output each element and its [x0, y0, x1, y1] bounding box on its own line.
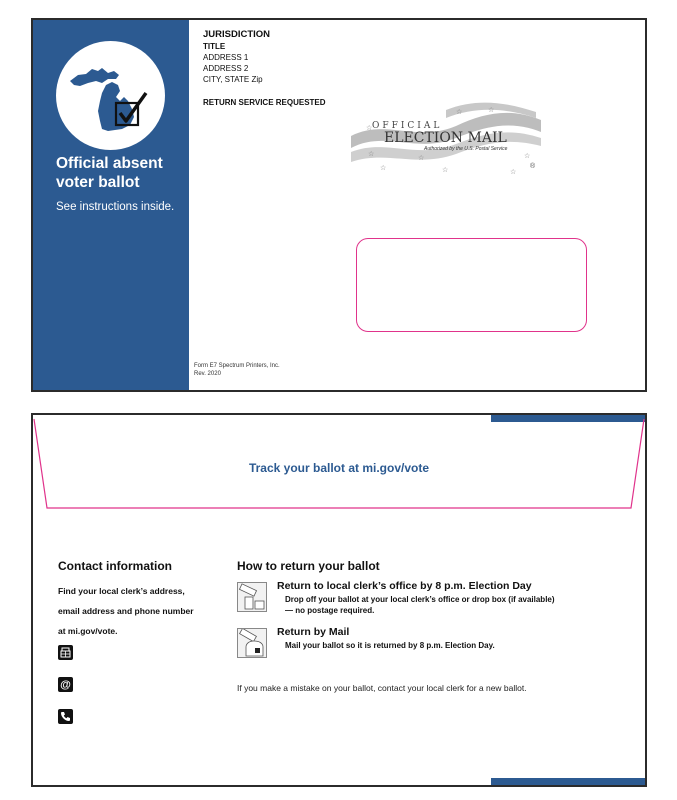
svg-text:☆: ☆	[380, 165, 387, 172]
svg-text:☆: ☆	[368, 151, 375, 158]
svg-text:☆: ☆	[510, 169, 517, 176]
track-ballot-text: Track your ballot at mi.gov/vote	[248, 461, 430, 475]
mailbox-icon	[237, 628, 267, 658]
how-to-heading: How to return your ballot	[237, 559, 380, 573]
email-at-icon: @	[58, 677, 73, 692]
form-revision: Rev. 2020	[194, 371, 221, 377]
svg-text:☆: ☆	[524, 153, 531, 160]
return-service-requested: RETURN SERVICE REQUESTED	[203, 98, 326, 107]
how-to-return-section	[237, 559, 637, 668]
michigan-map-checkbox-icon	[56, 41, 165, 150]
panel-subtitle: See instructions inside.	[56, 201, 175, 213]
method-title: Return to local clerk’s office by 8 p.m. Election Day	[277, 580, 532, 592]
svg-text:®: ®	[530, 163, 536, 170]
envelope-front	[31, 18, 647, 392]
method-description: Drop off your ballot at your local clerk’s office or drop box (if available) — no postage required.	[285, 595, 555, 615]
phone-icon	[58, 709, 73, 724]
svg-text:Authorized by the U.S. Postal: Authorized by the U.S. Postal Service	[424, 146, 508, 152]
city-state-zip: CITY, STATE Zip	[203, 75, 263, 84]
address-line-2: ADDRESS 2	[203, 64, 249, 73]
drop-box-icon	[237, 582, 267, 612]
svg-text:☆: ☆	[442, 167, 449, 174]
form-info	[194, 362, 280, 378]
svg-text:☆: ☆	[418, 155, 425, 162]
address-window	[356, 238, 587, 332]
svg-text:☆: ☆	[456, 109, 463, 116]
return-method-mail	[237, 626, 637, 668]
building-icon	[58, 645, 73, 660]
form-number: Form E7 Spectrum Printers, Inc.	[194, 363, 280, 369]
official-election-mail-logo	[346, 98, 546, 183]
contact-section	[58, 559, 238, 691]
flag-wave-icon	[346, 98, 546, 178]
envelope-back	[31, 413, 647, 787]
jurisdiction: JURISDICTION	[203, 29, 271, 40]
address-line-1: ADDRESS 1	[203, 53, 249, 62]
contact-line: Find your local clerk’s address,	[58, 586, 185, 596]
blue-side-panel	[33, 20, 189, 390]
contact-heading: Contact information	[58, 559, 172, 573]
blue-strip-bottom	[491, 778, 645, 785]
svg-text:OFFICIAL: OFFICIAL	[372, 121, 443, 131]
title: TITLE	[203, 42, 226, 51]
contact-line: at mi.gov/vote.	[58, 626, 118, 636]
mistake-note: If you make a mistake on your ballot, contact your local clerk for a new ballot.	[237, 683, 527, 693]
logo-circle	[56, 41, 165, 150]
return-method-clerk	[237, 580, 637, 622]
method-description: Mail your ballot so it is returned by 8 p.m. Election Day.	[285, 641, 495, 650]
contact-line: email address and phone number	[58, 606, 194, 616]
method-title: Return by Mail	[277, 626, 350, 638]
svg-text:ELECTION MAIL: ELECTION MAIL	[384, 130, 507, 146]
svg-text:☆: ☆	[488, 107, 495, 114]
return-address	[203, 29, 326, 108]
panel-title: Official absent voter ballot	[56, 155, 163, 191]
svg-text:☆: ☆	[366, 125, 373, 132]
